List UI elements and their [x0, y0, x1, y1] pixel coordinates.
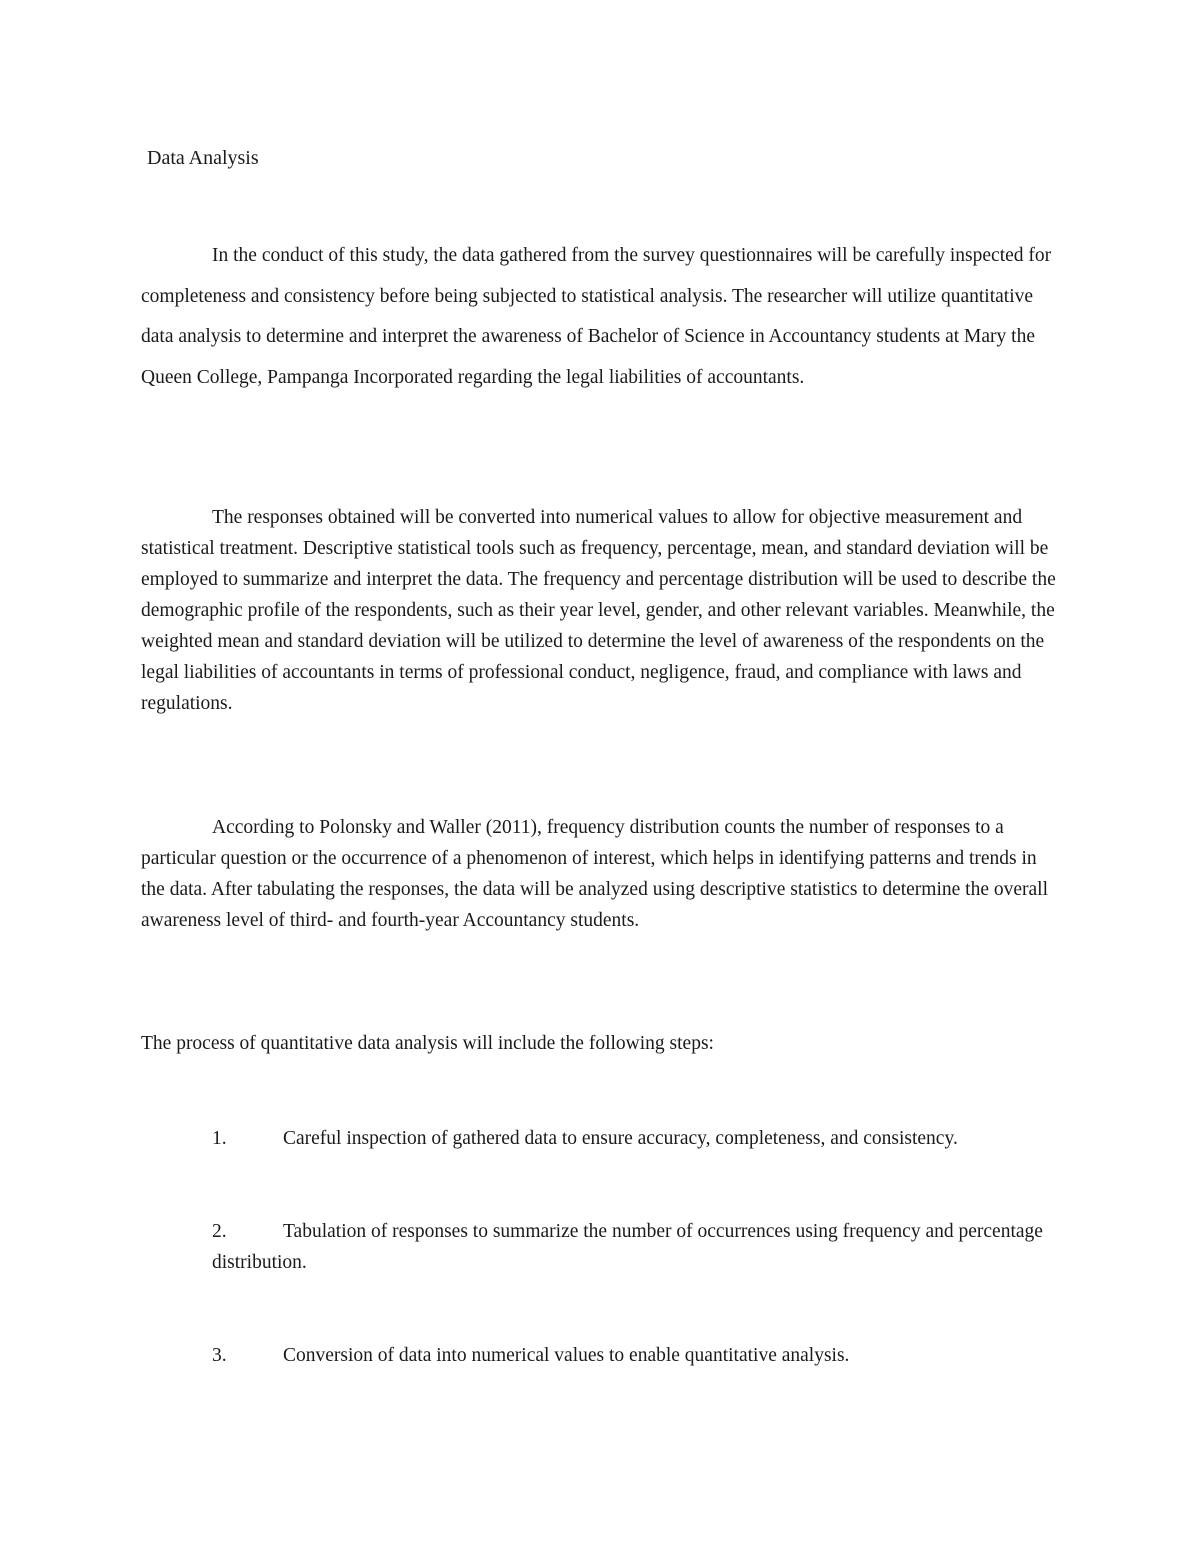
- paragraph-1: In the conduct of this study, the data gathered from the survey questionnaires will be carefully inspected for completeness and consistency before being subjected to statistical analysis. The researcher will utilize quantitative data analysis to determine and interpret the awareness of Bachelor of Science in Accountancy students at Mary the Queen College, Pampanga Incorporated regarding the legal liabilities of accountants.: [141, 245, 1052, 388]
- list-item: [212, 1340, 1062, 1371]
- step-number: 3.: [212, 1345, 227, 1366]
- step-text: Tabulation of responses to summarize the number of occurrences using frequency and percentage distribution.: [212, 1221, 1043, 1273]
- step-text: Conversion of data into numerical values to enable quantitative analysis.: [283, 1345, 850, 1366]
- step-number: 1.: [212, 1128, 227, 1149]
- steps-intro: The process of quantitative data analysis will include the following steps:: [141, 1033, 714, 1054]
- step-number: 2.: [212, 1221, 227, 1242]
- list-item: [212, 1123, 1062, 1154]
- paragraph-2: The responses obtained will be converted into numerical values to allow for objective measurement and statistical treatment. Descriptive statistical tools such as frequency, percentage, mean, and standard deviation will be employed to summarize and interpret the data. The frequency and percentage distribution will be used to describe the demographic profile of the respondents, such as their year level, gender, and other relevant variables. Meanwhile, the weighted mean and standard deviation will be utilized to determine the level of awareness of the respondents on the legal liabilities of accountants in terms of professional conduct, negligence, fraud, and compliance with laws and regulations.: [141, 507, 1056, 714]
- page-title: Data Analysis: [147, 147, 259, 169]
- paragraph-3: According to Polonsky and Waller (2011), frequency distribution counts the number of responses to a particular question or the occurrence of a phenomenon of interest, which helps in identifying patterns and trends in the data. After tabulating the responses, the data will be analyzed using descriptive statistics to determine the overall awareness level of third- and fourth-year Accountancy students.: [141, 817, 1049, 931]
- list-item: [212, 1216, 1062, 1278]
- step-text: Careful inspection of gathered data to ensure accuracy, completeness, and consistency.: [283, 1128, 958, 1149]
- steps-list: [212, 1123, 1062, 1433]
